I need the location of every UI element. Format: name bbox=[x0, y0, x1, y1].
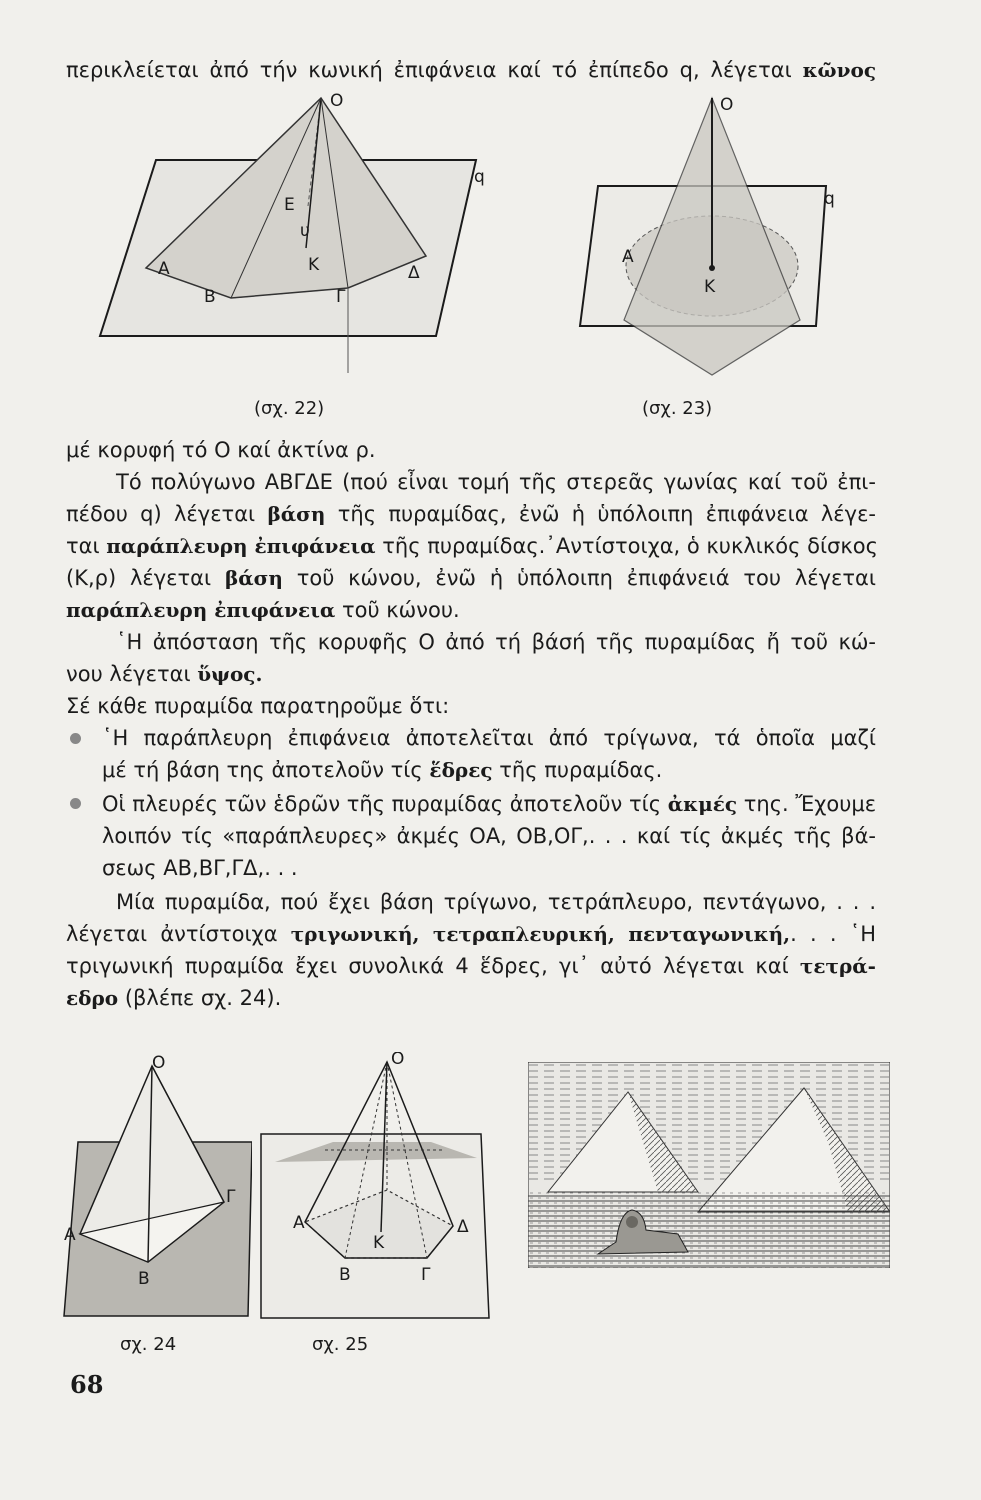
bullet-2 bbox=[70, 798, 81, 809]
text-line-8: ῾Η ἀπόσταση τῆς κορυφῆς Ο ἀπό τή βάσή τῆς πυραμίδας ἤ τοῦ κώ- bbox=[116, 630, 876, 654]
label-D: Δ bbox=[457, 1217, 469, 1237]
caption-fig-24: σχ. 24 bbox=[120, 1334, 177, 1355]
label-A: Α bbox=[293, 1213, 305, 1233]
label-G: Γ bbox=[336, 287, 346, 307]
text-line-6 bbox=[66, 564, 876, 592]
text-line-2: μέ κορυφή τό Ο καί ἀκτίνα ρ. bbox=[66, 438, 376, 462]
caption-fig-25: σχ. 25 bbox=[312, 1334, 369, 1355]
text-segment: πέδου q) λέγεται bbox=[66, 502, 268, 526]
label-K: Κ bbox=[308, 255, 320, 275]
term-vasi: βάση bbox=[267, 502, 326, 526]
text-segment: τοῦ κώνου, ἐνῶ ἡ ὑπόλοιπη ἐπιφάνειά του λέγεται bbox=[282, 566, 876, 590]
text-segment: ται bbox=[66, 534, 107, 558]
bullet-1 bbox=[70, 733, 81, 744]
sphinx-head bbox=[626, 1216, 638, 1228]
text-line-9 bbox=[66, 660, 876, 688]
figure-23-cone bbox=[574, 90, 844, 390]
label-K: Κ bbox=[373, 1233, 385, 1253]
text-segment: . . . ῾Η bbox=[790, 922, 877, 946]
text-segment: τοῦ κώνου. bbox=[335, 598, 460, 622]
text-line-10: Σέ κάθε πυραμίδα παρατηροῦμε ὅτι: bbox=[66, 694, 450, 718]
term-konos: κῶνος bbox=[802, 58, 876, 82]
text-line-13 bbox=[102, 790, 876, 818]
text-line-1 bbox=[66, 56, 876, 84]
page-number: 68 bbox=[70, 1370, 104, 1399]
term-tetraedro: τετρά- bbox=[799, 954, 876, 978]
term-ypsos: ὕψος. bbox=[197, 662, 263, 686]
label-G: Γ bbox=[421, 1265, 431, 1285]
text-segment: Οἱ πλευρές τῶν ἑδρῶν τῆς πυραμίδας ἀποτελοῦν τίς bbox=[102, 792, 668, 816]
figure-24-tetrahedron bbox=[52, 1054, 252, 1324]
text-line-16: Μία πυραμίδα, πού ἔχει βάση τρίγωνο, τετράπλευρο, πεντάγωνο, . . . bbox=[116, 890, 876, 914]
center-point bbox=[709, 265, 715, 271]
text-segment: μέ τή βάση της ἀποτελοῦν τίς bbox=[102, 758, 430, 782]
text-line-3: Τό πολύγωνο ΑΒΓΔΕ (πού εἶναι τομή τῆς στερεᾶς γωνίας καί τοῦ ἐπι- bbox=[116, 470, 876, 494]
text-segment: (Κ,ρ) λέγεται bbox=[66, 566, 225, 590]
label-O: O bbox=[330, 91, 344, 111]
figure-25-pyramid bbox=[255, 1052, 515, 1326]
engraving-ground bbox=[528, 1192, 890, 1268]
text-segment: της. Ἔχουμε bbox=[737, 792, 877, 816]
caption-fig-23: (σχ. 23) bbox=[642, 398, 713, 419]
text-line-17 bbox=[66, 920, 876, 948]
label-A: Α bbox=[158, 259, 170, 279]
label-G: Γ bbox=[226, 1187, 236, 1207]
label-E: Ε bbox=[284, 195, 295, 215]
text-segment: νου λέγεται bbox=[66, 662, 198, 686]
text-segment: τῆς πυραμίδας, ἐνῶ ἡ ὑπόλοιπη ἐπιφάνεια λέγε- bbox=[325, 502, 877, 526]
term-paraplevri: παράπλευρη ἐπιφάνεια bbox=[66, 598, 336, 622]
label-A: Α bbox=[64, 1225, 76, 1245]
term-tetraedro: εδρο bbox=[66, 986, 119, 1010]
label-O: O bbox=[152, 1054, 166, 1073]
text-line-19 bbox=[66, 984, 876, 1012]
label-O: O bbox=[720, 95, 734, 115]
text-line-12 bbox=[102, 756, 876, 784]
term-akmes: ἀκμές bbox=[667, 792, 738, 816]
label-A: Α bbox=[622, 247, 634, 267]
figure-22-pyramid bbox=[86, 88, 486, 388]
term-pyramid-types: τριγωνική, τετραπλευρική, πενταγωνική, bbox=[290, 922, 791, 946]
text-segment: (βλέπε σχ. 24). bbox=[118, 986, 282, 1010]
text-segment: λέγεται ἀντίστοιχα bbox=[66, 922, 291, 946]
label-O: O bbox=[391, 1052, 405, 1069]
text-segment: τριγωνική πυραμίδα ἔχει συνολικά 4 ἕδρες, γι᾽ αὐτό λέγεται καί bbox=[66, 954, 800, 978]
text-segment: τῆς πυραμίδας.᾽Αντίστοιχα, ὁ κυκλικός δίσκος bbox=[375, 534, 878, 558]
label-K: Κ bbox=[704, 277, 716, 297]
term-vasi: βάση bbox=[224, 566, 283, 590]
label-q: q bbox=[474, 167, 485, 187]
term-paraplevri: παράπλευρη ἐπιφάνεια bbox=[106, 534, 376, 558]
text-line-4 bbox=[66, 500, 876, 528]
text-line-18 bbox=[66, 952, 876, 980]
term-edres: ἕδρες bbox=[429, 758, 493, 782]
pyramids-engraving bbox=[528, 1062, 890, 1268]
label-q: q bbox=[824, 189, 835, 209]
text-segment: περικλείεται ἀπό τήν κωνική ἐπιφάνεια καί τό ἐπίπεδο q, λέγεται bbox=[66, 58, 803, 82]
label-B: Β bbox=[138, 1269, 150, 1289]
label-u: υ bbox=[300, 221, 310, 241]
text-line-5 bbox=[66, 532, 876, 560]
text-line-15: σεως ΑΒ,ΒΓ,ΓΔ,. . . bbox=[102, 856, 298, 880]
text-line-11: ῾Η παράπλευρη ἐπιφάνεια ἀποτελεῖται ἀπό τρίγωνα, τά ὁποῖα μαζί bbox=[102, 726, 876, 750]
label-B: Β bbox=[204, 287, 216, 307]
text-line-14: λοιπόν τίς «παράπλευρες» ἀκμές ΟΑ, ΟΒ,ΟΓ,. . . καί τίς ἀκμές τῆς βά- bbox=[102, 824, 876, 848]
text-line-7 bbox=[66, 596, 876, 624]
label-D: Δ bbox=[408, 263, 420, 283]
text-segment: τῆς πυραμίδας. bbox=[492, 758, 663, 782]
caption-fig-22: (σχ. 22) bbox=[254, 398, 325, 419]
label-B: Β bbox=[339, 1265, 351, 1285]
